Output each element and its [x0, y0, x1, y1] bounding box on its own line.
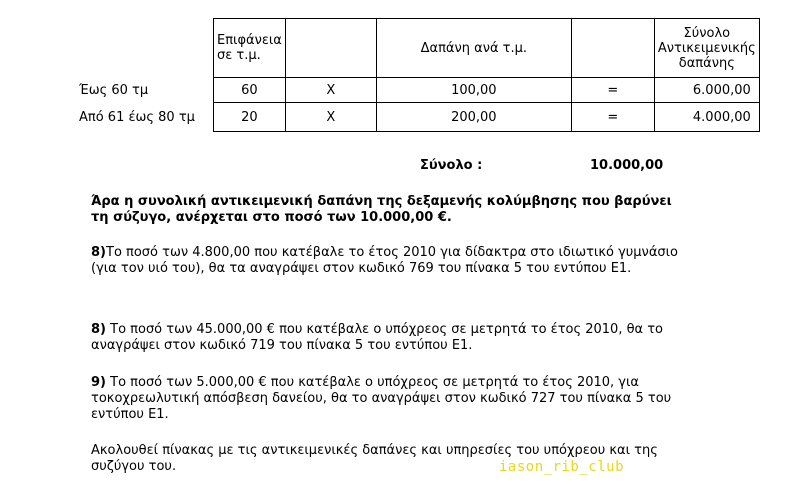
item-number: 8) [91, 245, 106, 260]
header-cost-per-sqm: Δαπάνη ανά τ.μ. [376, 19, 571, 78]
row-label: Από 61 έως 80 τμ [79, 109, 195, 125]
table-header-row [79, 19, 759, 78]
sum-label: Σύνολο : [420, 158, 483, 173]
row-total: 4.000,00 [654, 103, 759, 132]
table-row [79, 103, 759, 132]
row-op: X [285, 103, 376, 132]
footer-paragraph: Ακολουθεί πίνακας με τις αντικειμενικές δαπάνες και υπηρεσίες του υπόχρεου και της συζύγου του. [91, 443, 658, 474]
header-area: Επιφάνεια σε τ.μ. [214, 19, 286, 78]
header-op-cell [285, 19, 376, 78]
sum-value: 10.000,00 [590, 158, 664, 173]
header-empty-cell [79, 19, 214, 78]
item-8a-paragraph [91, 245, 691, 277]
item-text: Το ποσό των 5.000,00 € που κατέβαλε ο υπόχρεος σε μετρητά το έτος 2010, για τοκοχρεωλυτική απόσβεση δανείου, θα το αναγράψει στον κωδικό 727 του πίνακα 5 του εντύπου Ε1. [91, 375, 672, 422]
row-label: Έως 60 τμ [79, 82, 149, 98]
item-text: Το ποσό των 45.000,00 € που κατέβαλε ο υπόχρεος σε μετρητά το έτος 2010, θα το αναγράψει στον κωδικό 719 του πίνακα 5 του εντύπου Ε1. [91, 322, 664, 353]
row-cost: 100,00 [376, 78, 571, 103]
conclusion-paragraph: Άρα η συνολική αντικειμενική δαπάνη της δεξαμενής κολύμβησης που βαρύνει τη σύζυγο, ανέρχεται στο ποσό των 10.000,00 €. [91, 194, 672, 225]
row-area: 60 [214, 78, 286, 103]
header-eq-cell [571, 19, 654, 78]
cost-table [79, 18, 760, 132]
item-number: 9) [91, 375, 106, 390]
item-text: Το ποσό των 4.800,00 που κατέβαλε το έτος 2010 για δίδακτρα στο ιδιωτικό γυμνάσιο (για τον υιό του), θα τα αναγράψει στον κωδικό 769 του πίνακα 5 του εντύπου Ε1. [91, 245, 678, 276]
row-eq: = [571, 103, 654, 132]
row-area: 20 [214, 103, 286, 132]
item-8b-paragraph [91, 322, 691, 354]
row-eq: = [571, 78, 654, 103]
item-9-paragraph [91, 375, 691, 423]
header-total: Σύνολο Αντικειμενικής δαπάνης [654, 19, 759, 78]
watermark: iason_rib_club [499, 459, 625, 475]
item-number: 8) [91, 322, 106, 337]
row-op: X [285, 78, 376, 103]
table-row [79, 78, 759, 103]
row-total: 6.000,00 [654, 78, 759, 103]
row-cost: 200,00 [376, 103, 571, 132]
